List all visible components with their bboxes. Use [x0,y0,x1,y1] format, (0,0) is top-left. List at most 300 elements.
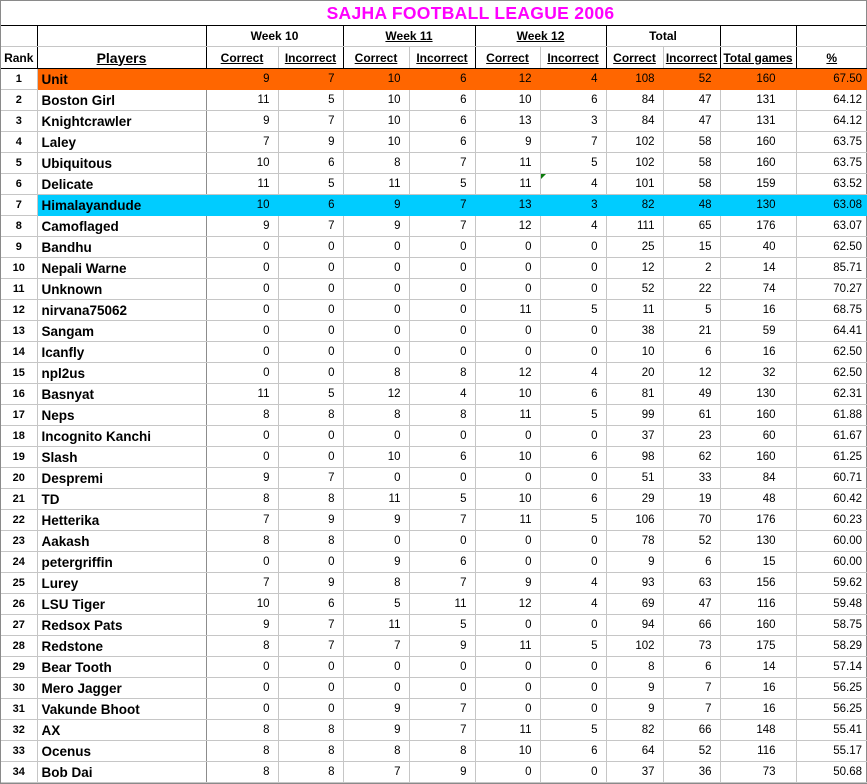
header-percent[interactable]: % [796,47,867,69]
w12-incorrect-cell[interactable]: 3 [540,195,606,216]
w11-correct-cell[interactable]: 0 [343,657,409,678]
w10-incorrect-cell[interactable]: 0 [278,258,343,279]
percent-cell[interactable]: 60.71 [796,468,867,489]
w10-correct-cell[interactable]: 0 [206,447,278,468]
total-games-cell[interactable]: 116 [720,741,796,762]
w11-incorrect-cell[interactable]: 0 [409,258,475,279]
w10-incorrect-cell[interactable]: 9 [278,573,343,594]
w11-correct-cell[interactable]: 10 [343,132,409,153]
w12-incorrect-cell[interactable]: 0 [540,657,606,678]
w12-incorrect-cell[interactable]: 0 [540,762,606,783]
player-name-cell[interactable]: petergriffin [37,552,206,573]
w10-incorrect-cell[interactable]: 8 [278,405,343,426]
w11-incorrect-cell[interactable]: 5 [409,489,475,510]
w11-correct-cell[interactable]: 0 [343,678,409,699]
player-name-cell[interactable]: Boston Girl [37,90,206,111]
w11-incorrect-cell[interactable]: 0 [409,531,475,552]
w11-incorrect-cell[interactable]: 5 [409,615,475,636]
total-incorrect-cell[interactable]: 66 [663,720,720,741]
w11-incorrect-cell[interactable]: 7 [409,510,475,531]
w10-correct-cell[interactable]: 10 [206,594,278,615]
header-total-correct[interactable]: Correct [606,47,663,69]
w11-correct-cell[interactable]: 12 [343,384,409,405]
w11-correct-cell[interactable]: 0 [343,468,409,489]
percent-cell[interactable]: 55.17 [796,741,867,762]
percent-cell[interactable]: 62.31 [796,384,867,405]
total-games-cell[interactable]: 160 [720,447,796,468]
total-incorrect-cell[interactable]: 19 [663,489,720,510]
w11-incorrect-cell[interactable]: 9 [409,762,475,783]
w12-incorrect-cell[interactable]: 0 [540,426,606,447]
total-games-cell[interactable]: 130 [720,384,796,405]
player-name-cell[interactable]: Slash [37,447,206,468]
total-correct-cell[interactable]: 9 [606,552,663,573]
percent-cell[interactable]: 63.52 [796,174,867,195]
rank-cell[interactable]: 19 [1,447,37,468]
player-name-cell[interactable]: Basnyat [37,384,206,405]
w11-correct-cell[interactable]: 11 [343,489,409,510]
w10-incorrect-cell[interactable]: 0 [278,237,343,258]
header-w12-correct[interactable]: Correct [475,47,540,69]
total-correct-cell[interactable]: 82 [606,720,663,741]
total-incorrect-cell[interactable]: 6 [663,342,720,363]
w12-incorrect-cell[interactable]: 0 [540,237,606,258]
total-games-cell[interactable]: 74 [720,279,796,300]
percent-cell[interactable]: 64.12 [796,111,867,132]
w10-incorrect-cell[interactable]: 0 [278,657,343,678]
w12-correct-cell[interactable]: 13 [475,195,540,216]
total-correct-cell[interactable]: 8 [606,657,663,678]
w10-correct-cell[interactable]: 8 [206,531,278,552]
header-total-incorrect[interactable]: Incorrect [663,47,720,69]
percent-cell[interactable]: 55.41 [796,720,867,741]
total-games-cell[interactable]: 160 [720,132,796,153]
total-correct-cell[interactable]: 82 [606,195,663,216]
w10-incorrect-cell[interactable]: 7 [278,636,343,657]
w12-incorrect-cell[interactable]: 4 [540,573,606,594]
w12-incorrect-cell[interactable]: 0 [540,342,606,363]
total-correct-cell[interactable]: 64 [606,741,663,762]
w11-correct-cell[interactable]: 0 [343,300,409,321]
total-correct-cell[interactable]: 78 [606,531,663,552]
player-name-cell[interactable]: Despremi [37,468,206,489]
w10-correct-cell[interactable]: 0 [206,552,278,573]
w11-correct-cell[interactable]: 9 [343,552,409,573]
total-incorrect-cell[interactable]: 63 [663,573,720,594]
w10-correct-cell[interactable]: 0 [206,363,278,384]
w11-incorrect-cell[interactable]: 0 [409,237,475,258]
w12-correct-cell[interactable]: 10 [475,90,540,111]
total-incorrect-cell[interactable]: 47 [663,594,720,615]
w12-incorrect-cell[interactable]: 4 [540,69,606,90]
w10-incorrect-cell[interactable]: 0 [278,678,343,699]
w11-correct-cell[interactable]: 9 [343,699,409,720]
w10-incorrect-cell[interactable]: 7 [278,111,343,132]
player-name-cell[interactable]: Unknown [37,279,206,300]
w10-correct-cell[interactable]: 0 [206,321,278,342]
w12-incorrect-cell[interactable]: 5 [540,153,606,174]
percent-cell[interactable]: 62.50 [796,237,867,258]
w12-correct-cell[interactable]: 0 [475,615,540,636]
w12-incorrect-cell[interactable]: 0 [540,531,606,552]
w10-correct-cell[interactable]: 0 [206,300,278,321]
w10-correct-cell[interactable]: 8 [206,762,278,783]
w11-incorrect-cell[interactable]: 4 [409,384,475,405]
total-incorrect-cell[interactable]: 52 [663,69,720,90]
total-correct-cell[interactable]: 84 [606,111,663,132]
total-games-cell[interactable]: 156 [720,573,796,594]
total-incorrect-cell[interactable]: 61 [663,405,720,426]
total-incorrect-cell[interactable]: 22 [663,279,720,300]
rank-cell[interactable]: 16 [1,384,37,405]
player-name-cell[interactable]: Bandhu [37,237,206,258]
rank-cell[interactable]: 22 [1,510,37,531]
total-correct-cell[interactable]: 102 [606,132,663,153]
w11-correct-cell[interactable]: 0 [343,426,409,447]
w12-correct-cell[interactable]: 0 [475,678,540,699]
w10-correct-cell[interactable]: 9 [206,615,278,636]
total-correct-cell[interactable]: 29 [606,489,663,510]
w11-correct-cell[interactable]: 10 [343,69,409,90]
total-games-cell[interactable]: 176 [720,216,796,237]
rank-cell[interactable]: 29 [1,657,37,678]
w12-correct-cell[interactable]: 12 [475,363,540,384]
player-name-cell[interactable]: LSU Tiger [37,594,206,615]
total-incorrect-cell[interactable]: 52 [663,531,720,552]
w12-correct-cell[interactable]: 11 [475,153,540,174]
total-games-cell[interactable]: 16 [720,678,796,699]
header-w11-correct[interactable]: Correct [343,47,409,69]
w12-incorrect-cell[interactable]: 6 [540,447,606,468]
w12-incorrect-cell[interactable]: 6 [540,741,606,762]
w11-correct-cell[interactable]: 0 [343,258,409,279]
w10-incorrect-cell[interactable]: 0 [278,363,343,384]
w12-incorrect-cell[interactable]: 5 [540,636,606,657]
w10-correct-cell[interactable]: 8 [206,405,278,426]
w10-correct-cell[interactable]: 9 [206,69,278,90]
total-games-cell[interactable]: 160 [720,615,796,636]
total-incorrect-cell[interactable]: 21 [663,321,720,342]
total-games-cell[interactable]: 130 [720,531,796,552]
total-games-cell[interactable]: 84 [720,468,796,489]
rank-cell[interactable]: 31 [1,699,37,720]
w10-correct-cell[interactable]: 11 [206,90,278,111]
header-players[interactable]: Players [37,47,206,69]
total-incorrect-cell[interactable]: 58 [663,174,720,195]
w10-incorrect-cell[interactable]: 9 [278,510,343,531]
total-games-cell[interactable]: 14 [720,258,796,279]
w10-correct-cell[interactable]: 10 [206,195,278,216]
w12-correct-cell[interactable]: 12 [475,216,540,237]
w11-correct-cell[interactable]: 0 [343,321,409,342]
w12-incorrect-cell[interactable]: 5 [540,300,606,321]
rank-cell[interactable]: 14 [1,342,37,363]
player-name-cell[interactable]: Camoflaged [37,216,206,237]
player-name-cell[interactable]: Laley [37,132,206,153]
percent-cell[interactable]: 64.12 [796,90,867,111]
w10-incorrect-cell[interactable]: 0 [278,552,343,573]
total-correct-cell[interactable]: 52 [606,279,663,300]
player-name-cell[interactable]: npl2us [37,363,206,384]
percent-cell[interactable]: 50.68 [796,762,867,783]
total-correct-cell[interactable]: 81 [606,384,663,405]
percent-cell[interactable]: 58.29 [796,636,867,657]
w10-incorrect-cell[interactable]: 0 [278,426,343,447]
rank-cell[interactable]: 4 [1,132,37,153]
rank-cell[interactable]: 23 [1,531,37,552]
player-name-cell[interactable]: Incognito Kanchi [37,426,206,447]
w11-correct-cell[interactable]: 10 [343,111,409,132]
player-name-cell[interactable]: Bear Tooth [37,657,206,678]
w10-correct-cell[interactable]: 0 [206,279,278,300]
total-correct-cell[interactable]: 38 [606,321,663,342]
w10-correct-cell[interactable]: 0 [206,699,278,720]
total-games-cell[interactable]: 130 [720,195,796,216]
w12-correct-cell[interactable]: 12 [475,69,540,90]
total-incorrect-cell[interactable]: 58 [663,153,720,174]
total-games-cell[interactable]: 159 [720,174,796,195]
w12-incorrect-cell[interactable]: 4 [540,594,606,615]
w11-incorrect-cell[interactable]: 6 [409,552,475,573]
w12-incorrect-cell[interactable]: 0 [540,321,606,342]
w12-incorrect-cell[interactable]: 3 [540,111,606,132]
w10-incorrect-cell[interactable]: 5 [278,384,343,405]
w12-correct-cell[interactable]: 0 [475,258,540,279]
w12-correct-cell[interactable]: 11 [475,720,540,741]
rank-cell[interactable]: 25 [1,573,37,594]
rank-cell[interactable]: 21 [1,489,37,510]
total-incorrect-cell[interactable]: 6 [663,657,720,678]
rank-cell[interactable]: 20 [1,468,37,489]
player-name-cell[interactable]: TD [37,489,206,510]
w11-incorrect-cell[interactable]: 8 [409,741,475,762]
total-games-cell[interactable]: 160 [720,405,796,426]
w11-correct-cell[interactable]: 0 [343,531,409,552]
total-incorrect-cell[interactable]: 52 [663,741,720,762]
w11-incorrect-cell[interactable]: 8 [409,405,475,426]
percent-cell[interactable]: 63.75 [796,132,867,153]
w11-correct-cell[interactable]: 8 [343,573,409,594]
total-incorrect-cell[interactable]: 58 [663,132,720,153]
w11-correct-cell[interactable]: 9 [343,720,409,741]
w12-correct-cell[interactable]: 10 [475,447,540,468]
total-games-cell[interactable]: 131 [720,90,796,111]
total-games-cell[interactable]: 176 [720,510,796,531]
w12-incorrect-cell[interactable]: 5 [540,510,606,531]
w10-incorrect-cell[interactable]: 8 [278,720,343,741]
total-games-cell[interactable]: 32 [720,363,796,384]
rank-cell[interactable]: 26 [1,594,37,615]
player-name-cell[interactable]: Himalayandude [37,195,206,216]
rank-cell[interactable]: 17 [1,405,37,426]
w11-correct-cell[interactable]: 7 [343,636,409,657]
percent-cell[interactable]: 61.25 [796,447,867,468]
rank-cell[interactable]: 18 [1,426,37,447]
w12-correct-cell[interactable]: 0 [475,468,540,489]
w10-incorrect-cell[interactable]: 8 [278,762,343,783]
w11-correct-cell[interactable]: 9 [343,216,409,237]
total-correct-cell[interactable]: 99 [606,405,663,426]
w10-correct-cell[interactable]: 0 [206,258,278,279]
w10-correct-cell[interactable]: 11 [206,384,278,405]
w10-incorrect-cell[interactable]: 0 [278,699,343,720]
player-name-cell[interactable]: Lurey [37,573,206,594]
total-incorrect-cell[interactable]: 49 [663,384,720,405]
total-correct-cell[interactable]: 11 [606,300,663,321]
rank-cell[interactable]: 33 [1,741,37,762]
header-w11-incorrect[interactable]: Incorrect [409,47,475,69]
total-games-cell[interactable]: 160 [720,69,796,90]
percent-cell[interactable]: 56.25 [796,678,867,699]
total-games-cell[interactable]: 16 [720,300,796,321]
w11-correct-cell[interactable]: 11 [343,174,409,195]
w11-incorrect-cell[interactable]: 11 [409,594,475,615]
w12-correct-cell[interactable]: 0 [475,342,540,363]
w11-correct-cell[interactable]: 0 [343,342,409,363]
w10-correct-cell[interactable]: 7 [206,573,278,594]
total-incorrect-cell[interactable]: 6 [663,552,720,573]
player-name-cell[interactable]: Aakash [37,531,206,552]
w10-correct-cell[interactable]: 9 [206,216,278,237]
header-total-group[interactable]: Total [606,26,720,47]
w12-correct-cell[interactable]: 11 [475,405,540,426]
w10-incorrect-cell[interactable]: 8 [278,489,343,510]
w12-incorrect-cell[interactable]: 4 [540,216,606,237]
w11-incorrect-cell[interactable]: 0 [409,468,475,489]
percent-cell[interactable]: 60.23 [796,510,867,531]
rank-cell[interactable]: 3 [1,111,37,132]
w12-incorrect-cell[interactable]: 6 [540,384,606,405]
w12-correct-cell[interactable]: 10 [475,741,540,762]
percent-cell[interactable]: 62.50 [796,342,867,363]
player-name-cell[interactable]: Icanfly [37,342,206,363]
w10-incorrect-cell[interactable]: 7 [278,615,343,636]
w10-correct-cell[interactable]: 10 [206,153,278,174]
w10-incorrect-cell[interactable]: 0 [278,279,343,300]
w12-incorrect-cell[interactable]: 0 [540,279,606,300]
w10-incorrect-cell[interactable]: 8 [278,531,343,552]
w10-incorrect-cell[interactable]: 0 [278,342,343,363]
total-correct-cell[interactable]: 9 [606,678,663,699]
total-incorrect-cell[interactable]: 23 [663,426,720,447]
total-incorrect-cell[interactable]: 7 [663,678,720,699]
header-week-10[interactable]: Week 10 [206,26,343,47]
percent-cell[interactable]: 58.75 [796,615,867,636]
percent-cell[interactable]: 62.50 [796,363,867,384]
total-correct-cell[interactable]: 108 [606,69,663,90]
w11-incorrect-cell[interactable]: 0 [409,426,475,447]
w12-correct-cell[interactable]: 13 [475,111,540,132]
total-incorrect-cell[interactable]: 47 [663,90,720,111]
percent-cell[interactable]: 63.75 [796,153,867,174]
w10-incorrect-cell[interactable]: 0 [278,321,343,342]
w12-correct-cell[interactable]: 0 [475,279,540,300]
total-games-cell[interactable]: 160 [720,153,796,174]
w12-correct-cell[interactable]: 11 [475,174,540,195]
w10-correct-cell[interactable]: 0 [206,342,278,363]
rank-cell[interactable]: 12 [1,300,37,321]
total-games-cell[interactable]: 16 [720,699,796,720]
w11-incorrect-cell[interactable]: 7 [409,699,475,720]
total-incorrect-cell[interactable]: 5 [663,300,720,321]
total-correct-cell[interactable]: 93 [606,573,663,594]
total-games-cell[interactable]: 15 [720,552,796,573]
w10-incorrect-cell[interactable]: 6 [278,153,343,174]
rank-cell[interactable]: 6 [1,174,37,195]
w10-correct-cell[interactable]: 7 [206,510,278,531]
w11-incorrect-cell[interactable]: 6 [409,69,475,90]
w11-incorrect-cell[interactable]: 7 [409,720,475,741]
w11-correct-cell[interactable]: 0 [343,279,409,300]
total-incorrect-cell[interactable]: 65 [663,216,720,237]
player-name-cell[interactable]: Mero Jagger [37,678,206,699]
w12-incorrect-cell[interactable]: 0 [540,615,606,636]
w10-incorrect-cell[interactable]: 6 [278,195,343,216]
player-name-cell[interactable]: Delicate [37,174,206,195]
empty-cell[interactable] [1,26,37,47]
w10-correct-cell[interactable]: 0 [206,657,278,678]
total-correct-cell[interactable]: 106 [606,510,663,531]
total-correct-cell[interactable]: 84 [606,90,663,111]
total-correct-cell[interactable]: 9 [606,699,663,720]
w11-incorrect-cell[interactable]: 7 [409,216,475,237]
total-correct-cell[interactable]: 37 [606,762,663,783]
player-name-cell[interactable]: Bob Dai [37,762,206,783]
w11-incorrect-cell[interactable]: 5 [409,174,475,195]
rank-cell[interactable]: 5 [1,153,37,174]
w11-incorrect-cell[interactable]: 0 [409,321,475,342]
rank-cell[interactable]: 32 [1,720,37,741]
player-name-cell[interactable]: Hetterika [37,510,206,531]
w11-correct-cell[interactable]: 8 [343,405,409,426]
rank-cell[interactable]: 7 [1,195,37,216]
w10-correct-cell[interactable]: 0 [206,678,278,699]
w10-correct-cell[interactable]: 11 [206,174,278,195]
total-correct-cell[interactable]: 94 [606,615,663,636]
total-games-cell[interactable]: 40 [720,237,796,258]
total-games-cell[interactable]: 148 [720,720,796,741]
w11-incorrect-cell[interactable]: 7 [409,573,475,594]
w10-incorrect-cell[interactable]: 9 [278,132,343,153]
percent-cell[interactable]: 70.27 [796,279,867,300]
w12-incorrect-cell[interactable]: 4 [540,174,606,195]
total-incorrect-cell[interactable]: 15 [663,237,720,258]
w12-incorrect-cell[interactable]: 6 [540,489,606,510]
w12-correct-cell[interactable]: 0 [475,237,540,258]
w10-incorrect-cell[interactable]: 7 [278,468,343,489]
empty-cell[interactable] [720,26,796,47]
player-name-cell[interactable]: AX [37,720,206,741]
total-correct-cell[interactable]: 102 [606,636,663,657]
w11-incorrect-cell[interactable]: 7 [409,195,475,216]
w10-correct-cell[interactable]: 8 [206,489,278,510]
percent-cell[interactable]: 85.71 [796,258,867,279]
total-games-cell[interactable]: 175 [720,636,796,657]
w11-correct-cell[interactable]: 7 [343,762,409,783]
w12-incorrect-cell[interactable]: 0 [540,552,606,573]
w11-incorrect-cell[interactable]: 9 [409,636,475,657]
w12-incorrect-cell[interactable]: 0 [540,258,606,279]
w11-incorrect-cell[interactable]: 7 [409,153,475,174]
player-name-cell[interactable]: Redstone [37,636,206,657]
percent-cell[interactable]: 61.88 [796,405,867,426]
w12-correct-cell[interactable]: 0 [475,552,540,573]
header-w10-correct[interactable]: Correct [206,47,278,69]
rank-cell[interactable]: 13 [1,321,37,342]
w12-correct-cell[interactable]: 10 [475,384,540,405]
header-week-11[interactable]: Week 11 [343,26,475,47]
total-games-cell[interactable]: 48 [720,489,796,510]
